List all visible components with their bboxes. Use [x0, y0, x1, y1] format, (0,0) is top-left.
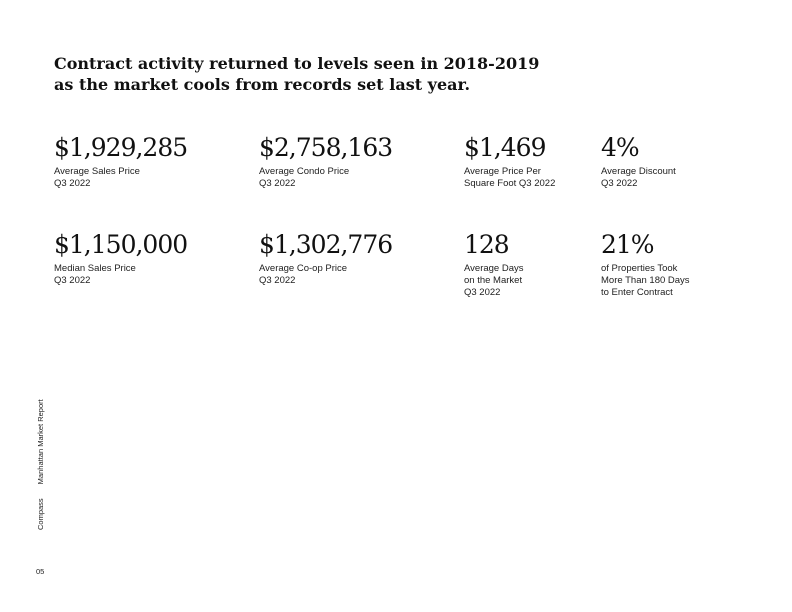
stat-value: $1,929,285	[54, 133, 188, 162]
stat-label-line: Average Condo Price	[259, 166, 350, 177]
stat-label-line: Average Discount	[601, 166, 676, 177]
stat-label-line: Average Days	[464, 263, 524, 274]
stat-value: $1,469	[464, 133, 546, 162]
stat-label-line: Average Co-op Price	[259, 263, 348, 274]
stat-median-sales-price	[54, 230, 224, 287]
stat-label-line: Q3 2022	[54, 178, 91, 189]
stat-average-condo-price	[259, 133, 429, 190]
stat-label-line: on the Market	[464, 275, 523, 286]
stat-label-line: to Enter Contract	[601, 287, 673, 298]
sidebar-brand: Compass	[36, 498, 45, 530]
stat-label	[601, 166, 751, 190]
stat-value: $1,150,000	[54, 230, 188, 259]
headline-line-2: as the market cools from records set last year.	[54, 75, 471, 94]
stat-properties-over-180-days	[601, 230, 751, 299]
stat-label-line: Average Sales Price	[54, 166, 140, 177]
stat-label-line: Q3 2022	[54, 275, 91, 286]
stat-label	[54, 263, 224, 287]
stat-average-sales-price	[54, 133, 224, 190]
stat-label-line: Median Sales Price	[54, 263, 136, 274]
stat-value: $1,302,776	[259, 230, 393, 259]
stat-label	[259, 263, 429, 287]
stat-value: $2,758,163	[259, 133, 393, 162]
stat-label	[54, 166, 224, 190]
headline-line-1: Contract activity returned to levels seen in 2018-2019	[54, 54, 540, 73]
stat-label-line: Q3 2022	[259, 275, 296, 286]
stat-value: 128	[464, 230, 509, 259]
stat-label-line: Average Price Per	[464, 166, 541, 177]
stat-label	[601, 263, 751, 299]
stat-label	[259, 166, 429, 190]
headline	[54, 53, 540, 95]
stat-label-line: Q3 2022	[464, 287, 501, 298]
stat-label-line: Square Foot Q3 2022	[464, 178, 556, 189]
sidebar-running-title	[36, 399, 45, 530]
stat-label-line: More Than 180 Days	[601, 275, 690, 286]
sidebar-report-title: Manhattan Market Report	[36, 399, 45, 485]
stat-value: 21%	[601, 230, 654, 259]
stat-average-coop-price	[259, 230, 429, 287]
stat-label-line: Q3 2022	[259, 178, 296, 189]
stat-value: 4%	[601, 133, 639, 162]
stat-label-line: of Properties Took	[601, 263, 678, 274]
stat-average-discount	[601, 133, 751, 190]
page-number: 05	[36, 567, 45, 576]
stat-label-line: Q3 2022	[601, 178, 638, 189]
